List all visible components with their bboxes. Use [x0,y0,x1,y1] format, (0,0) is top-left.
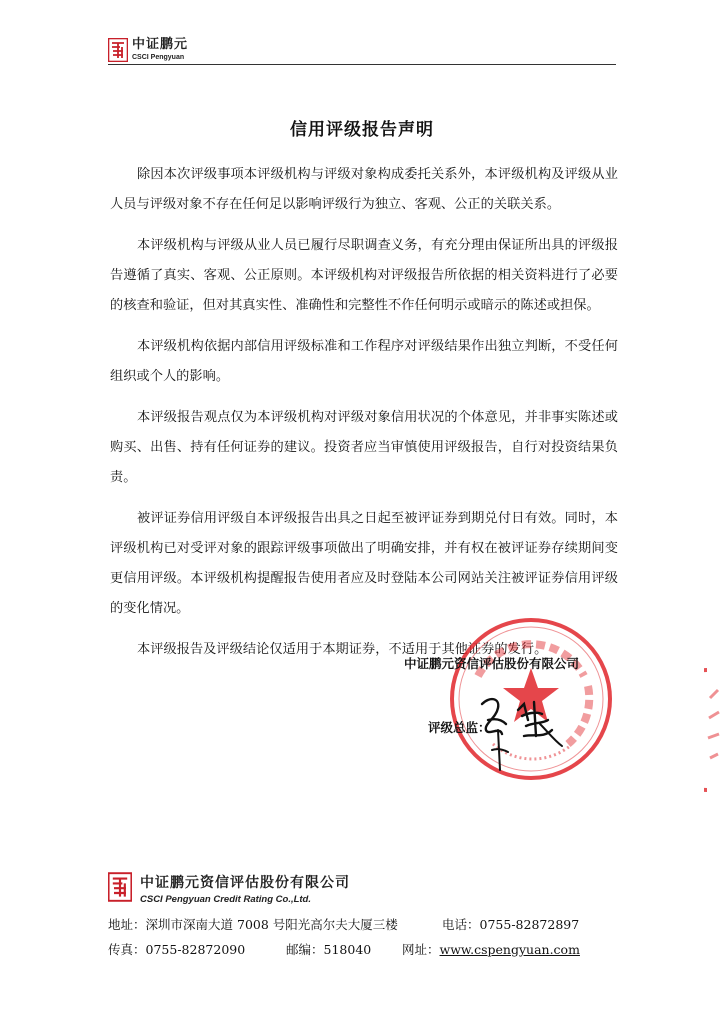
website-link[interactable]: www.cspengyuan.com [439,942,580,957]
partial-seal [704,668,724,796]
footer-postcode [286,940,371,958]
paragraph: 被评证券信用评级自本评级报告出具之日起至被评证券到期兑付日有效。同时，本评级机构已对受评对象的跟踪评级事项做出了明确安排，并有权在被评证券存续期间变更信用评级。本评级机构提醒报告使用者应及时登陆本公司网站关注被评证券信用评级的变化情况。 [110,511,618,616]
page-title: 信用评级报告声明 [290,120,434,140]
rating-director-label: 评级总监： [428,720,491,735]
header-divider [108,64,616,65]
red-company-seal-icon [704,668,724,792]
header-brand [132,38,188,61]
postcode-value: 518040 [323,942,372,957]
paragraph: 本评级机构依据内部信用评级标准和工作程序对评级结果作出独立判断，不受任何组织或个人的影响。 [110,339,618,384]
rating-company-name: 中证鹏元资信评估股份有限公司 [404,656,580,671]
footer-phone [442,915,579,933]
fax-label: 传真： [108,942,146,957]
paragraph: 本评级报告及评级结论仅适用于本期证券，不适用于其他证券的发行。 [137,642,548,657]
footer-fax [108,940,245,958]
footer-brand [140,876,350,905]
phone-value: 0755-82872897 [479,917,580,932]
paragraph: 本评级报告观点仅为本评级机构对评级对象信用状况的个体意见，并非事实陈述或购买、出售、持有任何证券的建议。投资者应当审慎使用评级报告，自行对投资结果负责。 [110,410,618,485]
statement-body [110,160,618,676]
footer-company-en: CSCI Pengyuan Credit Rating Co.,Ltd. [140,894,312,905]
cspy-seal-logo-icon [108,38,128,62]
address-label: 地址： [108,917,146,932]
footer-company-cn: 中证鹏元资信评估股份有限公司 [140,875,350,891]
phone-label: 电话： [442,917,480,932]
header-brand-en: CSCI Pengyuan [132,54,185,61]
address-value: 深圳市深南大道 7008 号阳光高尔夫大厦三楼 [145,917,398,932]
fax-value: 0755-82872090 [145,942,246,957]
footer-website [402,940,580,958]
director-signature [478,690,568,780]
footer-address [108,915,398,933]
postcode-label: 邮编： [286,942,324,957]
handwritten-signature-icon [478,690,568,776]
footer-logo [108,872,132,906]
header-logo [108,38,128,66]
website-label: 网址： [402,942,440,957]
paragraph: 除因本次评级事项本评级机构与评级对象构成委托关系外，本评级机构及评级从业人员与评级对象不存在任何足以影响评级行为独立、客观、公正的关联关系。 [110,167,618,212]
cspy-seal-logo-icon [108,872,132,902]
paragraph: 本评级机构与评级从业人员已履行尽职调查义务，有充分理由保证所出具的评级报告遵循了真实、客观、公正原则。本评级机构对评级报告所依据的相关资料进行了必要的核查和验证，但对其真实性、准确性和完整性不作任何明示或暗示的陈述或担保。 [110,238,618,313]
header-brand-cn: 中证鹏元 [132,37,189,52]
